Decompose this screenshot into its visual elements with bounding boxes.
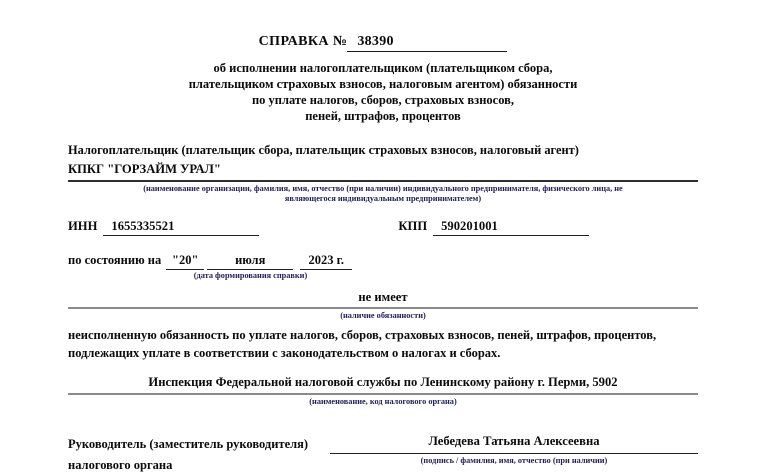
body-paragraph	[68, 327, 698, 362]
signer-role-line: Руководитель (заместитель руководителя)	[68, 437, 309, 451]
signer-name-field: Лебедева Татьяна Алексеевна	[330, 434, 698, 454]
certificate-number-field: 38390	[347, 34, 507, 52]
obligation-status-field: не имеет	[68, 290, 698, 309]
tax-authority-field: Инспекция Федеральной налоговой службы по Ленинскому району г. Перми, 5902	[68, 375, 698, 395]
taxpayer-label: Налогоплательщик (плательщик сбора, плательщик страховых взносов, налоговый агент)	[68, 143, 579, 157]
document-content	[68, 0, 698, 475]
taxpayer-name-caption	[68, 184, 698, 204]
subtitle-line: об исполнении налогоплательщиком (плательщиком сбора,	[213, 61, 553, 75]
document-title-row	[68, 34, 698, 52]
date-year-field: 2023 г.	[300, 253, 352, 270]
tax-authority-caption: (наименование, код налогового органа)	[309, 397, 457, 406]
subtitle-line: по уплате налогов, сборов, страховых взносов,	[251, 93, 515, 107]
inn-value-field: 1655335521	[103, 219, 259, 236]
title-label: СПРАВКА №	[258, 34, 348, 49]
signature-row	[68, 434, 698, 475]
kpp-label: КПП	[398, 219, 428, 233]
date-prefix: по состоянию на	[68, 253, 162, 267]
signature-caption: (подпись / фамилия, имя, отчество (при наличии)	[420, 456, 608, 465]
taxpayer-name-caption-line: (наименование организации, фамилия, имя, отчество (при наличии) индивидуального предпринимателя, физического лица, не	[143, 184, 623, 193]
obligation-status-caption: (наличие обязанности)	[340, 311, 426, 320]
inn-label: ИНН	[68, 219, 98, 233]
subtitle-line: пеней, штрафов, процентов	[305, 109, 461, 123]
taxpayer-name-caption-line: являющегося индивидуальным предпринимателем)	[284, 194, 482, 203]
as-of-date-row	[68, 253, 698, 270]
date-month-field: июля	[207, 253, 293, 270]
signer-role-line: налогового органа	[68, 458, 173, 472]
date-caption: (дата формирования справки)	[193, 271, 308, 280]
signature-block	[330, 434, 698, 466]
document-subtitle	[68, 60, 698, 124]
taxpayer-name-field: КПКГ "ГОРЗАЙМ УРАЛ"	[68, 161, 698, 182]
signer-role	[68, 434, 326, 475]
kpp-value-field: 590201001	[433, 219, 589, 236]
inn-kpp-row	[68, 219, 698, 236]
subtitle-line: плательщиком страховых взносов, налоговым агентом) обязанности	[188, 77, 578, 91]
date-day-field: "20"	[166, 253, 204, 270]
body-paragraph-line: неисполненную обязанность по уплате налогов, сборов, страховых взносов, пеней, штрафов, процентов,	[68, 328, 657, 342]
body-paragraph-line: подлежащих уплате в соответствии с законодательством о налогах и сборах.	[68, 345, 501, 360]
